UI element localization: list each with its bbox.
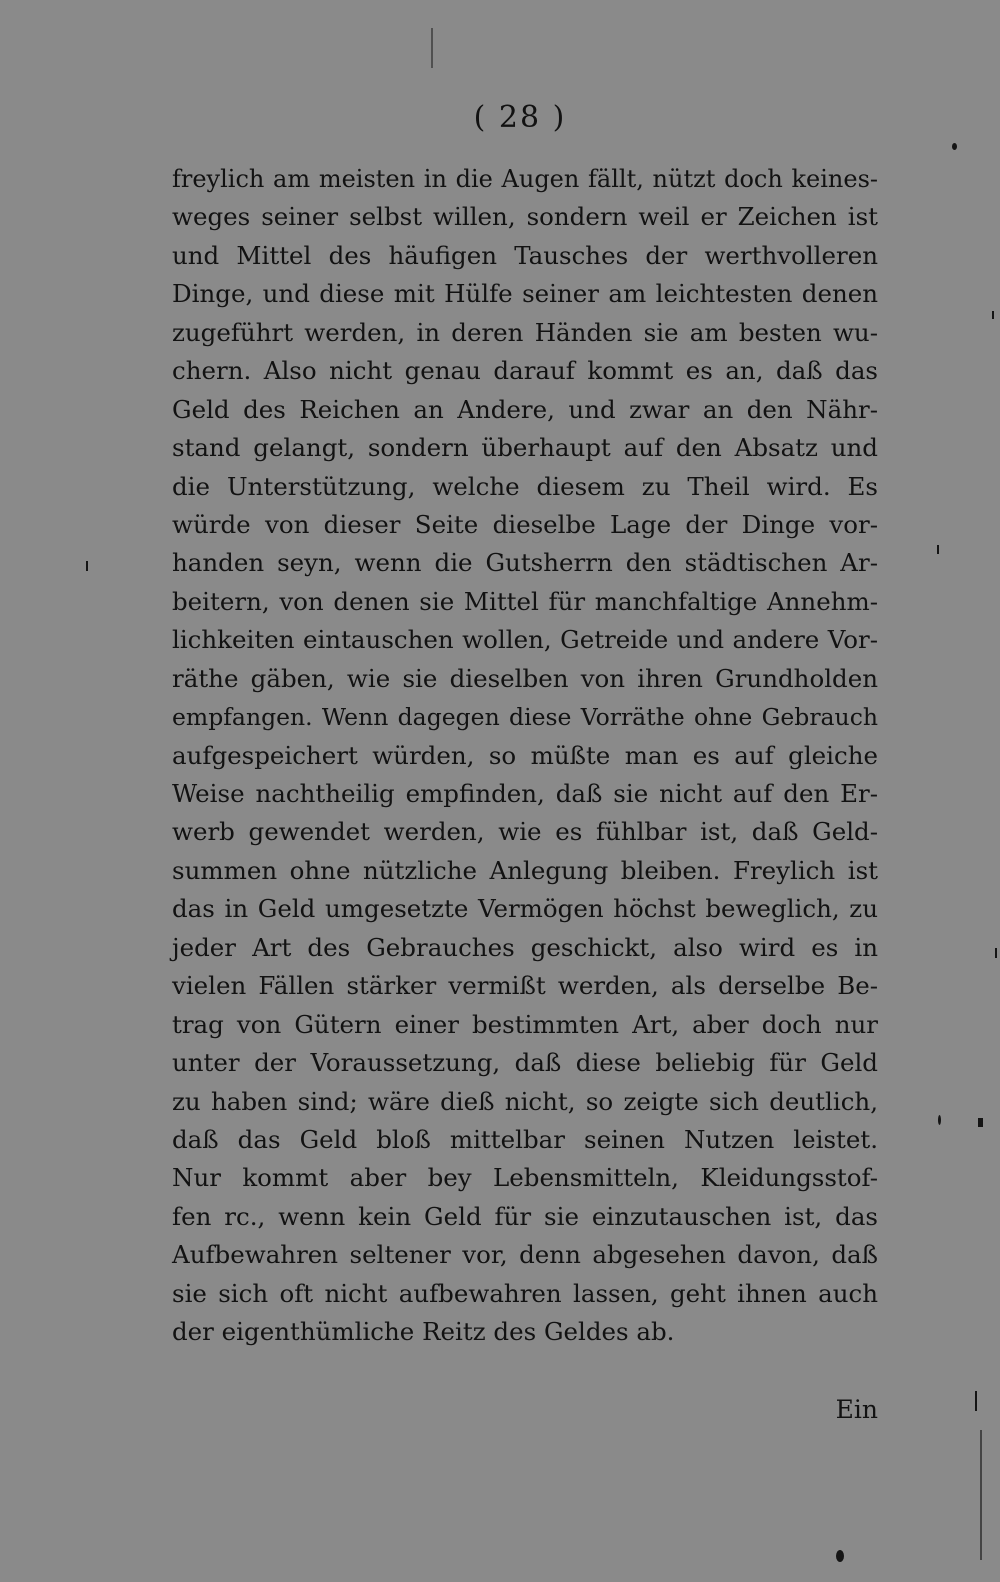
text-line: vielen Fällen stärker vermißt werden, als derselbe Be- [172,971,878,1001]
page-number: ( 28 ) [473,100,567,135]
text-line: lichkeiten eintauschen wollen, Getreide und andere Vor- [172,625,878,655]
text-line: würde von dieser Seite dieselbe Lage der Dinge vor- [172,509,878,539]
text-line: Nur kommt aber bey Lebensmitteln, Kleidungsstof- [172,1163,878,1193]
text-line: zugeführt werden, in deren Händen sie am besten wu- [172,317,878,347]
text-line: daß das Geld bloß mittelbar seinen Nutzen leistet. [172,1124,878,1154]
text-line: und Mittel des häufigen Tausches der werthvolleren [172,240,878,270]
text-line: unter der Voraussetzung, daß diese beliebig für Geld [172,1048,878,1078]
catchword: Ein [835,1395,878,1424]
text-line: die Unterstützung, welche diesem zu Theil wird. Es [172,471,878,501]
text-line: freylich am meisten in die Augen fällt, nützt doch keines- [172,165,878,193]
scan-speck [952,143,957,150]
scan-mark [978,1118,983,1127]
scan-mark [992,311,994,319]
text-line: fen rc., wenn kein Geld für sie einzutauschen ist, das [172,1201,878,1231]
text-line: räthe gäben, wie sie dieselben von ihren Grundholden [172,663,878,693]
text-line: summen ohne nützliche Anlegung bleiben. Freylich ist [172,855,878,885]
text-line: jeder Art des Gebrauches geschickt, also wird es in [172,932,878,962]
text-line: werb gewendet werden, wie es fühlbar ist, daß Geld- [172,817,878,847]
scan-speck [938,1115,941,1125]
text-line: stand gelangt, sondern überhaupt auf den Absatz und [172,433,878,463]
scan-mark [975,1391,977,1411]
text-line: der eigenthümliche Reitz des Geldes ab. [172,1317,675,1347]
page-body-text [172,160,878,1352]
text-line: beitern, von denen sie Mittel für manchfaltige Annehm- [172,586,878,616]
scan-mark [937,545,939,554]
text-line: zu haben sind; wäre dieß nicht, so zeigte sich deutlich, [172,1086,878,1116]
scan-mark [86,561,88,571]
text-line: Weise nachtheilig empfinden, daß sie nicht auf den Er- [172,779,878,808]
text-line: handen seyn, wenn die Gutsherrn den städtischen Ar- [172,548,878,578]
scan-mark [995,948,997,958]
text-line: das in Geld umgesetzte Vermögen höchst beweglich, zu [172,894,878,924]
text-line: chern. Also nicht genau darauf kommt es an, daß das [172,356,878,386]
text-line: Geld des Reichen an Andere, und zwar an den Nähr- [172,394,878,424]
scan-speck [836,1550,844,1562]
text-line: empfangen. Wenn dagegen diese Vorräthe ohne Gebrauch [172,703,878,732]
text-line: aufgespeichert würden, so müßte man es auf gleiche [172,740,878,770]
text-line: sie sich oft nicht aufbewahren lassen, geht ihnen auch [172,1278,878,1308]
text-line: Aufbewahren seltener vor, denn abgesehen davon, daß [172,1240,878,1270]
scan-mark [980,1430,982,1560]
text-line: weges seiner selbst willen, sondern weil er Zeichen ist [172,202,878,232]
text-line: Dinge, und diese mit Hülfe seiner am leichtesten denen [172,279,878,309]
text-line: trag von Gütern einer bestimmten Art, aber doch nur [172,1009,878,1039]
scan-mark [431,28,433,68]
